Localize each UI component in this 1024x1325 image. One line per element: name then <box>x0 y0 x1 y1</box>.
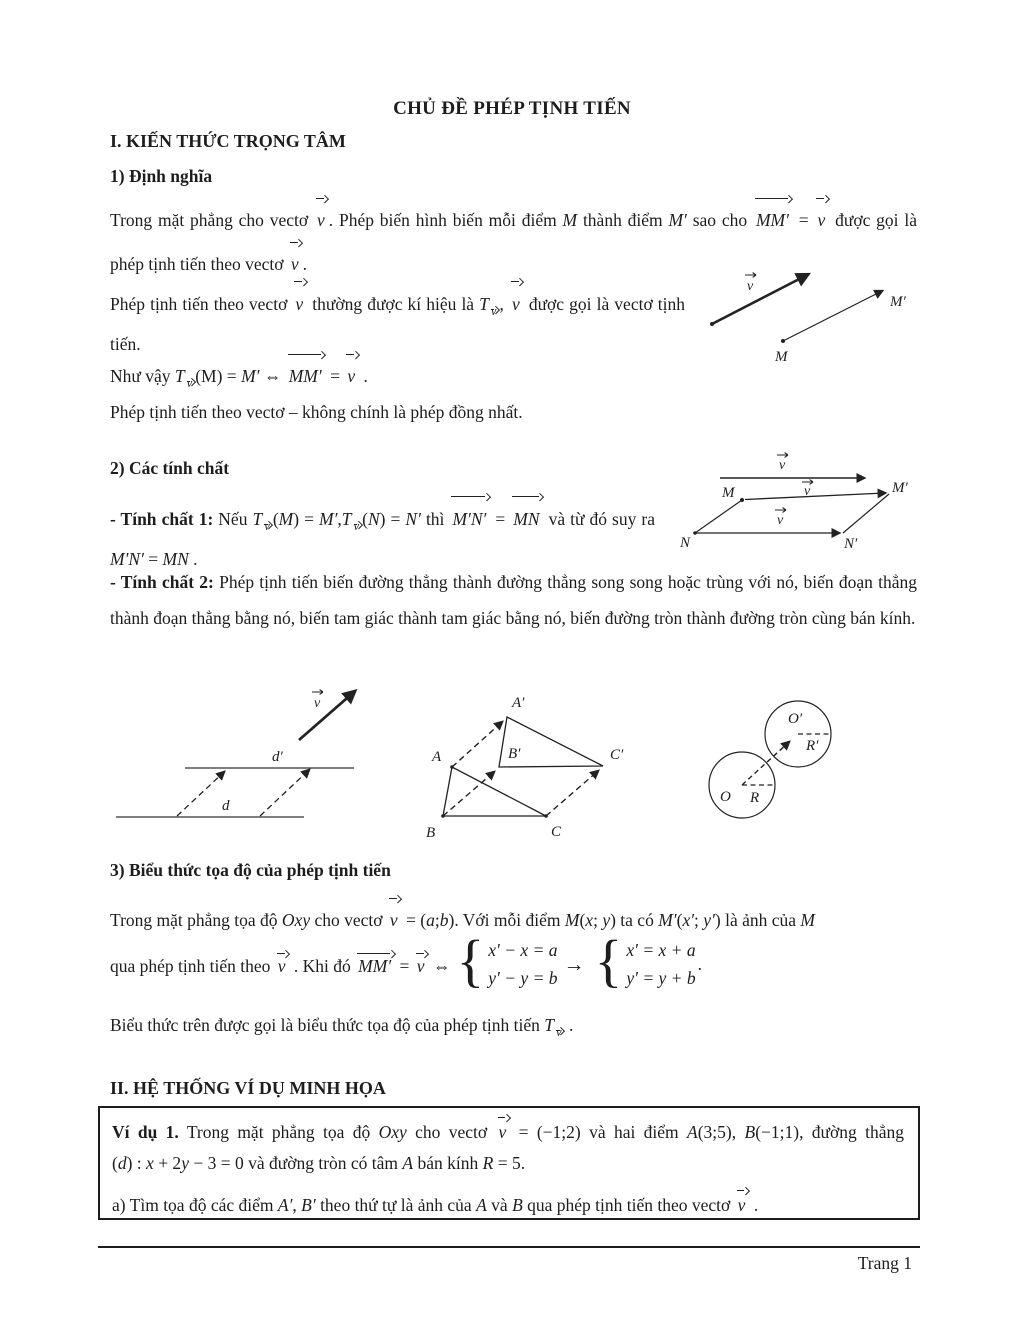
label-v: v <box>747 279 754 294</box>
paragraph-thus: Như vậy T $_v$ (M) = M′ ⇔ MM′ = v . <box>110 352 810 396</box>
label-C-prime: C′ <box>610 747 624 763</box>
label-A-prime: A′ <box>512 695 525 711</box>
left-brace: { <box>456 928 485 993</box>
label-d-prime: d′ <box>272 749 283 765</box>
paragraph-notation: Phép tịnh tiến theo vectơ v thường được kí hiệu là T $_v$ , v được gọi là vectơ tịnh tiến. <box>110 279 685 364</box>
example1-line3: a) Tìm tọa độ các điểm A′, B′ theo thứ tự là ảnh của A và B qua phép tịnh tiến theo vectơ v . <box>112 1188 904 1218</box>
point-B <box>441 814 445 818</box>
label-B-prime: B′ <box>508 746 521 762</box>
dashed-arrow-B <box>443 772 494 816</box>
example1-line1: Ví dụ 1. Trong mặt phẳng tọa độ Oxy cho vectơ v = (−1;2) và hai điểm A(3;5), B(−1;1), đường thẳng <box>112 1115 904 1145</box>
label-M: M <box>775 349 788 365</box>
example-box <box>98 1106 920 1220</box>
point-C <box>544 814 548 818</box>
dashed-arrow-A <box>452 722 502 767</box>
v-vector-bold-arrow <box>710 275 807 326</box>
section-heading-examples: II. HỆ THỐNG VÍ DỤ MINH HỌA <box>110 1078 386 1098</box>
implies-arrow: → <box>563 951 585 976</box>
heading-definition: 1) Định nghĩa <box>110 166 213 186</box>
system1-line2: y′ − y = b <box>488 968 558 988</box>
dashed-translation-arrow-1 <box>177 772 224 816</box>
paragraph-coordinates-closing: Biểu thức trên được gọi là biểu thức tọa độ của phép tịnh tiến T $_v$ . <box>110 1015 574 1040</box>
label-O: O <box>720 789 731 805</box>
v-vector-label <box>745 273 756 294</box>
label-R-prime: R′ <box>806 738 819 754</box>
label-M-prime: M′ <box>890 294 906 310</box>
diagram-line-translation <box>112 676 382 836</box>
dashed-translation-arrow-2 <box>260 770 309 816</box>
v-vector-bold-arrow <box>299 692 354 740</box>
section-heading-knowledge: I. KIẾN THỨC TRỌNG TÂM <box>110 131 346 151</box>
label-N: N <box>680 535 691 551</box>
label-R: R <box>750 790 760 806</box>
diagram-triangle-translation <box>418 688 648 848</box>
heading-properties: 2) Các tính chất <box>110 458 230 478</box>
N-to-N-prime-arrow <box>693 508 839 535</box>
footer-divider <box>98 1246 920 1248</box>
label-v: v <box>314 696 321 711</box>
equation-system-2 <box>594 928 696 993</box>
heading-coordinates: 3) Biểu thức tọa độ của phép tịnh tiến <box>110 860 391 880</box>
segment-MN <box>695 500 742 533</box>
diagram-circle-translation <box>688 676 953 846</box>
label-v-bottom: v <box>777 513 784 528</box>
label-d: d <box>222 798 230 814</box>
label-B: B <box>426 825 436 841</box>
label-v-mid: v <box>804 484 811 499</box>
label-A: A <box>432 749 442 765</box>
v-vector-label <box>312 690 323 711</box>
label-N-prime: N′ <box>844 536 858 552</box>
formula-suffix: . <box>697 953 702 974</box>
paragraph-property-1: - Tính chất 1: Nếu T $_v$ (M) = M′,T $_v$ (N) = N′ thì M′N′ = MN và từ đó suy ra M′N′ = MN . <box>110 494 655 579</box>
label-C: C <box>551 824 562 840</box>
system1-line1: x′ − x = a <box>488 940 558 960</box>
triangle-ABC <box>443 767 546 816</box>
segment-M-prime-N-prime <box>843 494 889 533</box>
label-v-top: v <box>779 458 786 473</box>
system2-line2: y′ = y + b <box>626 968 696 988</box>
label-O-prime: O′ <box>788 711 803 727</box>
point-A <box>450 765 454 769</box>
left-brace: { <box>594 928 623 993</box>
page-number: Trang 1 <box>857 1253 912 1273</box>
label-M: M <box>722 485 735 501</box>
label-M-prime: M′ <box>892 480 908 496</box>
example1-line2: (d) : x + 2y − 3 = 0 và đường tròn có tâm A bán kính R = 5. <box>112 1153 526 1173</box>
diagram-segment-translation <box>678 444 933 569</box>
dashed-arrow-C <box>546 771 598 816</box>
M-to-M-prime-arrow <box>740 480 885 502</box>
page-title: CHỦ ĐỀ PHÉP TỊNH TIẾN <box>393 98 631 119</box>
v-vector-top-arrow <box>720 453 864 478</box>
coordinate-formula <box>110 928 917 997</box>
paragraph-property-2: - Tính chất 2: Phép tịnh tiến biến đường thẳng thành đường thẳng song song hoặc trùng với nó, biến đoạn thẳng thành đoạn thẳng bằng nó, biến tam giác thành tam giác bằng nó, biến đường tròn thành đường tròn cùng bán kính. <box>110 572 918 628</box>
paragraph-identity: Phép tịnh tiến theo vectơ – không chính là phép đồng nhất. <box>110 402 523 422</box>
system2-line1: x′ = x + a <box>626 940 696 960</box>
paragraph-definition: Trong mặt phẳng cho vectơ v . Phép biến hình biến mỗi điểm M thành điểm M′ sao cho MM′ = v được gọi là phép tịnh tiến theo vectơ v . <box>110 196 917 284</box>
paragraph-coordinates-intro: Trong mặt phẳng tọa độ Oxy cho vectơ v = (a;b). Với mỗi điểm M(x; y) ta có M′(x′; y′) là ảnh của M <box>110 896 917 940</box>
formula-prefix: qua phép tịnh tiến theo v . Khi đó MM′ = v ⇔ <box>110 951 450 977</box>
M-to-M-prime-arrow <box>781 291 882 343</box>
equation-system-1 <box>456 928 558 993</box>
